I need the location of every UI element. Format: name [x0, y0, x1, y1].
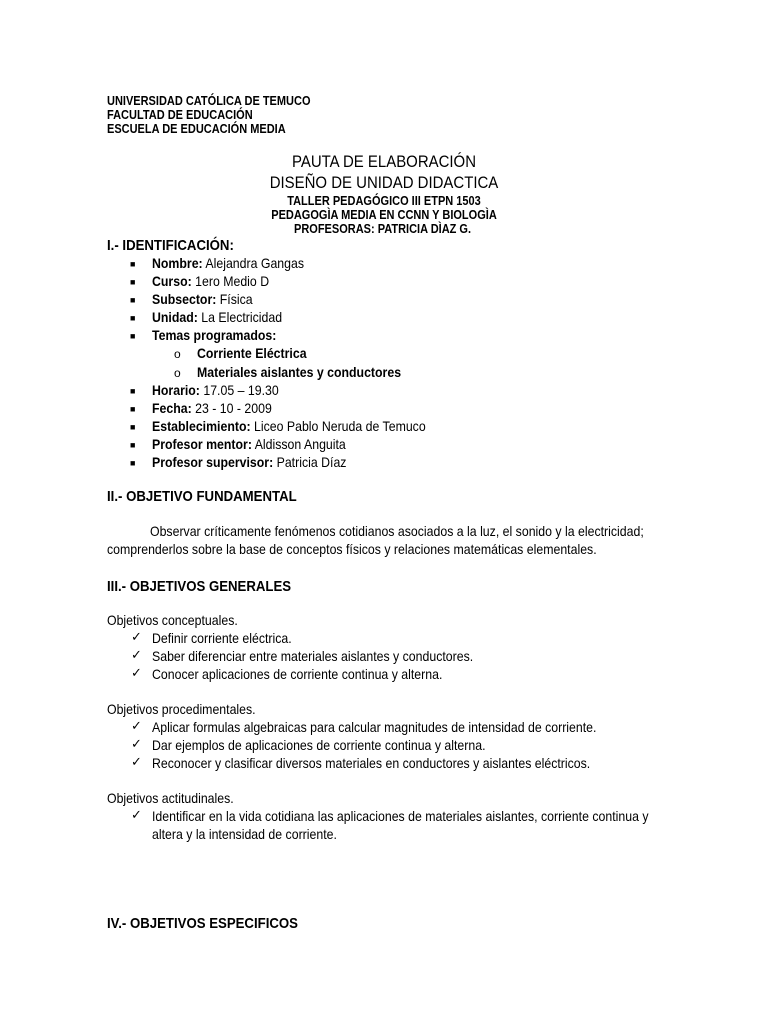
objective-item: Aplicar formulas algebraicas para calcular magnitudes de intensidad de corriente. — [152, 719, 597, 735]
check-icon: ✓ — [131, 718, 142, 733]
group-title-attitudinal: Objetivos actitudinales. — [107, 790, 234, 806]
objective-item: Conocer aplicaciones de corriente continua y alterna. — [152, 666, 443, 682]
check-icon: ✓ — [131, 647, 142, 662]
topic-item: Materiales aislantes y conductores — [197, 364, 402, 380]
topic-item: Corriente Eléctrica — [197, 345, 307, 361]
objective-item: Dar ejemplos de aplicaciones de corriente continua y alterna. — [152, 737, 486, 753]
objective-item: Definir corriente eléctrica. — [152, 630, 292, 646]
list-item: Unidad: La Electricidad — [152, 309, 283, 325]
bullet-icon: ■ — [130, 404, 136, 414]
fundamental-objective-line-2: comprenderlos sobre la base de conceptos físicos y relaciones matemáticas elementales. — [107, 541, 597, 557]
circle-bullet-icon: o — [174, 347, 181, 361]
check-icon: ✓ — [131, 665, 142, 680]
list-item: Profesor supervisor: Patricia Díaz — [152, 454, 347, 470]
institution-line-2: FACULTAD DE EDUCACIÓN — [107, 108, 253, 122]
bullet-icon: ■ — [130, 331, 136, 341]
section-fundamental-heading: II.- OBJETIVO FUNDAMENTAL — [107, 488, 297, 505]
check-icon: ✓ — [131, 754, 142, 769]
bullet-icon: ■ — [130, 458, 136, 468]
group-title-conceptual: Objetivos conceptuales. — [107, 612, 238, 628]
document-title: PAUTA DE ELABORACIÓN — [291, 152, 477, 171]
section-identification-heading: I.- IDENTIFICACIÓN: — [107, 237, 234, 254]
program-line: PEDAGOGÌA MEDIA EN CCNN Y BIOLOGÌA — [271, 208, 497, 222]
bullet-icon: ■ — [130, 422, 136, 432]
institution-line-3: ESCUELA DE EDUCACIÓN MEDIA — [107, 122, 286, 136]
list-item: Nombre: Alejandra Gangas — [152, 255, 305, 271]
course-line: TALLER PEDAGÓGICO III ETPN 1503 — [287, 194, 481, 208]
document-subtitle: DISEÑO DE UNIDAD DIDACTICA — [269, 173, 499, 192]
check-icon: ✓ — [131, 807, 142, 822]
objective-item: Identificar en la vida cotidiana las aplicaciones de materiales aislantes, corriente continua y — [152, 808, 649, 824]
list-item: Subsector: Física — [152, 291, 253, 307]
objective-item-continuation: altera y la intensidad de corriente. — [152, 826, 337, 842]
list-item: Fecha: 23 - 10 - 2009 — [152, 400, 272, 416]
group-title-procedural: Objetivos procedimentales. — [107, 701, 256, 717]
objective-item: Saber diferenciar entre materiales aislantes y conductores. — [152, 648, 474, 664]
list-item: Profesor mentor: Aldisson Anguita — [152, 436, 346, 452]
list-item: Horario: 17.05 – 19.30 — [152, 382, 279, 398]
list-item: Temas programados: — [152, 327, 277, 343]
section-general-heading: III.- OBJETIVOS GENERALES — [107, 578, 292, 595]
circle-bullet-icon: o — [174, 366, 181, 380]
bullet-icon: ■ — [130, 386, 136, 396]
bullet-icon: ■ — [130, 440, 136, 450]
bullet-icon: ■ — [130, 295, 136, 305]
check-icon: ✓ — [131, 736, 142, 751]
objective-item: Reconocer y clasificar diversos materiales en conductores y aislantes eléctricos. — [152, 755, 591, 771]
list-item: Curso: 1ero Medio D — [152, 273, 270, 289]
bullet-icon: ■ — [130, 259, 136, 269]
fundamental-objective-line-1: Observar críticamente fenómenos cotidianos asociados a la luz, el sonido y la electricidad; — [150, 523, 644, 539]
list-item: Establecimiento: Liceo Pablo Neruda de Temuco — [152, 418, 426, 434]
section-specific-heading: IV.- OBJETIVOS ESPECIFICOS — [107, 915, 298, 932]
check-icon: ✓ — [131, 629, 142, 644]
teachers-line: PROFESORAS: PATRICIA DÌAZ G. — [294, 222, 472, 236]
bullet-icon: ■ — [130, 277, 136, 287]
institution-line-1: UNIVERSIDAD CATÓLICA DE TEMUCO — [107, 94, 311, 108]
bullet-icon: ■ — [130, 313, 136, 323]
